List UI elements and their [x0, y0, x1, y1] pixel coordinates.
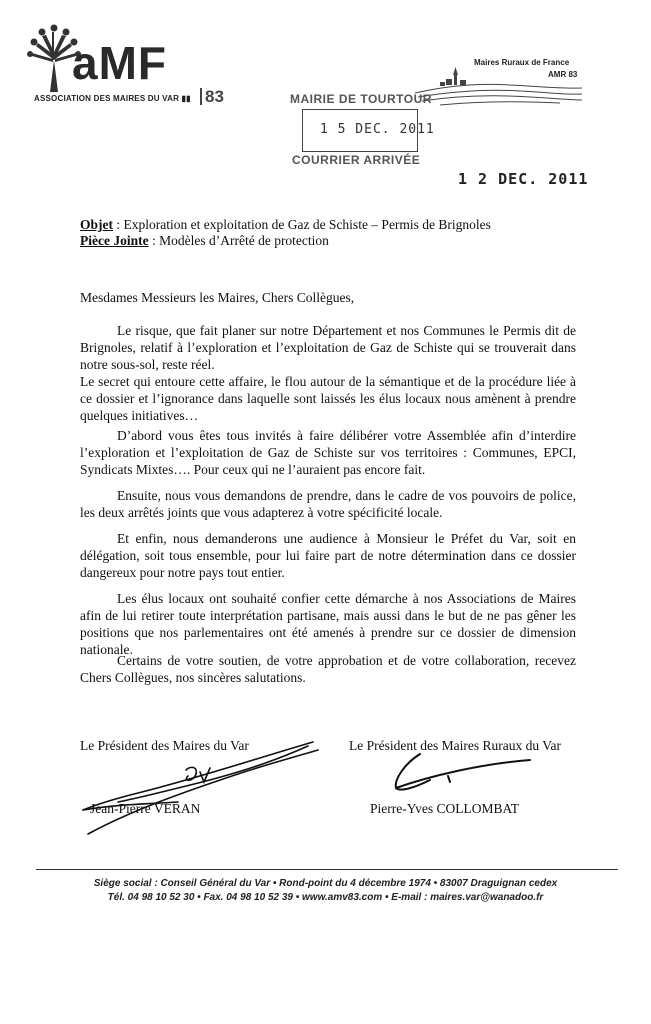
stamp-courrier: COURRIER ARRIVÉE: [292, 153, 421, 167]
department-number: 83: [200, 88, 224, 105]
paragraph-1b: Le secret qui entoure cette affaire, le flou autour de la sémantique et de la procédure liée à ce dossier et l’ignorance dans laquelle sont laissés les élus locaux nous amènent à prendre quelques initiatives…: [80, 374, 576, 423]
piece-jointe-label: Pièce Jointe: [80, 233, 149, 248]
stamp-date-received: 1 5 DEC. 2011: [320, 122, 435, 137]
stamp-mairie: MAIRIE DE TOURTOUR: [290, 92, 432, 106]
mrf-subtitle: AMR 83: [548, 70, 578, 79]
objet-label: Objet: [80, 217, 113, 232]
paragraph-4: Et enfin, nous demanderons une audience à Monsieur le Préfet du Var, soit en délégation, soit tous ensemble, pour lui faire part de notre détermination dans ce dossier dangereux pour notre pays tout entier.: [80, 531, 576, 580]
paragraph-6: Certains de votre soutien, de votre approbation et de votre collaboration, recevez Chers Collègues, nos sincères salutations.: [80, 653, 576, 685]
attachment-line: [80, 233, 329, 249]
left-signatory-title: Le Président des Maires du Var: [80, 738, 249, 753]
footer-contact: Tél. 04 98 10 52 30 • Fax. 04 98 10 52 39 • www.amv83.com • E-mail : maires.var@wanadoo.fr: [107, 892, 544, 903]
signature-veran-icon: [78, 738, 328, 838]
mrf-title: Maires Ruraux de France: [474, 58, 570, 67]
salutation: Mesdames Messieurs les Maires, Chers Collègues,: [80, 290, 355, 305]
paragraph-5: Les élus locaux ont souhaité confier cette démarche à nos Associations de Maires afin de lui retirer toute interprétation partisane, mais aussi dans le but de ne pas gêner les positions que nos parlementaires ont été amenés à prendre sur ce dossier de dimension nationale.: [80, 591, 576, 657]
signature-collombat-icon: [390, 752, 535, 797]
objet-text: : Exploration et exploitation de Gaz de Schiste – Permis de Brignoles: [113, 217, 491, 232]
right-signatory-name: Pierre-Yves COLLOMBAT: [370, 801, 520, 816]
right-signatory-title: Le Président des Maires Ruraux du Var: [349, 738, 561, 753]
subject-line: [80, 217, 491, 233]
piece-jointe-text: : Modèles d’Arrêté de protection: [148, 233, 329, 248]
association-name: ASSOCIATION DES MAIRES DU VAR ▮▮: [34, 94, 191, 103]
letter-date: 1 2 DEC. 2011: [458, 170, 589, 188]
left-signatory-name: Jean-Pierre VERAN: [90, 801, 201, 816]
footer-address: Siège social : Conseil Général du Var • Rond-point du 4 décembre 1974 • 83007 Draguignan cedex: [93, 878, 558, 889]
paragraph-1: Le risque, que fait planer sur notre Département et nos Communes le Permis dit de Brignoles, relatif à l’exploration et l’exploitation de Gaz de Schiste qui se trouverait dans notre sous-sol, reste réel.: [80, 323, 576, 372]
paragraph-2: D’abord vous êtes tous invités à faire délibérer votre Assemblée afin d’interdire l’exploration et l’exploitation de Gaz de Schiste sur vos territoires : Communes, EPCI, Syndicats Mixtes…. Pour ceux qui ne l’auraient pas encore fait.: [80, 428, 576, 477]
footer-divider: [36, 869, 618, 870]
paragraph-3: Ensuite, nous vous demandons de prendre, dans le cadre de vos pouvoirs de police, les deux arrêtés joints que vous adapterez à votre spécificité locale.: [80, 488, 576, 520]
amf-wordmark: aMF: [72, 37, 167, 89]
